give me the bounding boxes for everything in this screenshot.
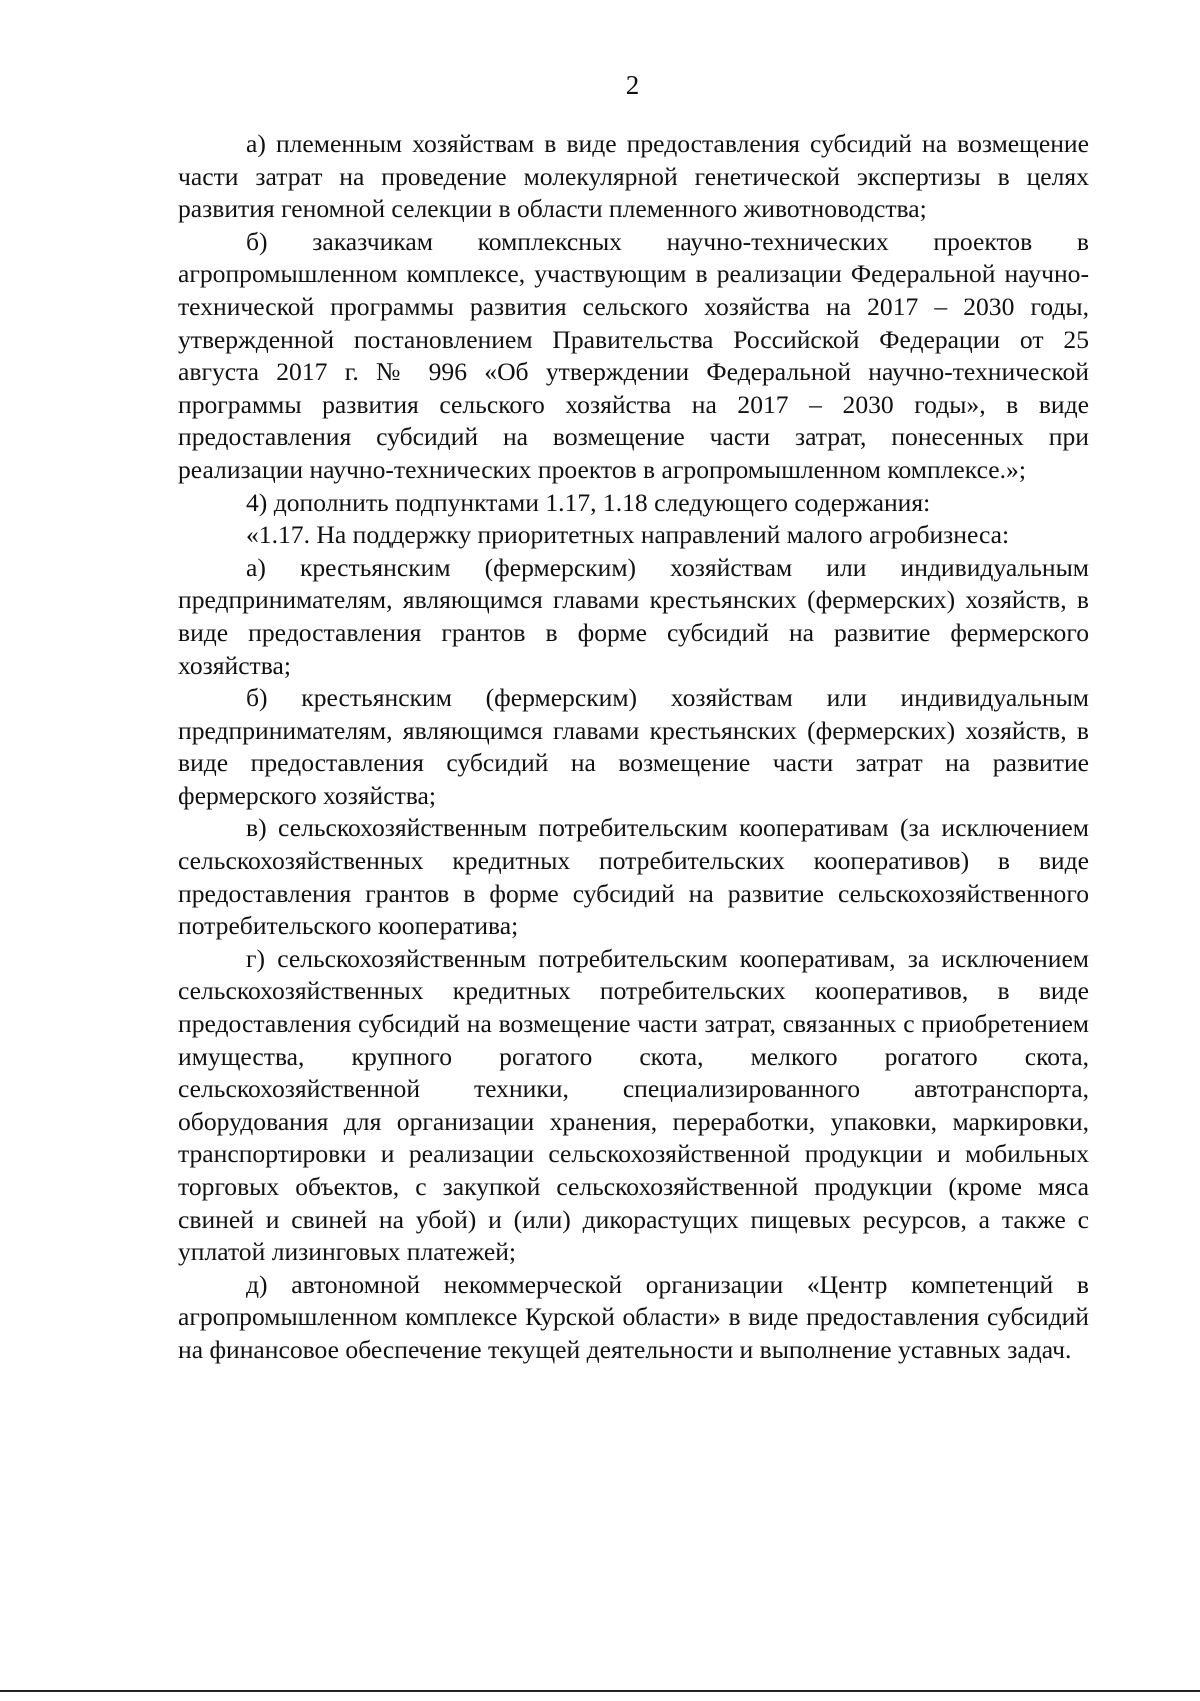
paragraph-1-17-a: а) крестьянским (фермерским) хозяйствам или индивидуальным предпринимателям, являющимся главами крестьянских (фермерских) хозяйств, в виде предоставления грантов в форме субсидий на развитие фермерского хозяйства; — [178, 552, 1089, 680]
paragraph-1-17-b: б) крестьянским (фермерским) хозяйствам или индивидуальным предпринимателям, являющимся главами крестьянских (фермерских) хозяйств, в виде предоставления субсидий на возмещение части затрат на развитие фермерского хозяйства; — [178, 683, 1089, 810]
paragraph-a-breeding-farms: а) племенным хозяйствам в виде предоставления субсидий на возмещение части затрат на проведение молекулярной генетической экспертизы в целях развития геномной селекции в области племенного животноводства; — [178, 129, 1089, 224]
document-body — [178, 128, 1089, 1367]
paragraph-item-4: 4) дополнить подпунктами 1.17, 1.18 следующего содержания: — [246, 487, 931, 517]
paragraph-1-17-g: г) сельскохозяйственным потребительским кооперативам, за исключением сельскохозяйственных кредитных потребительских кооперативов, в виде предоставления субсидий на возмещение части затрат, связанных с приобретением имущества, крупного рогатого скота, мелкого рогатого скота, сельскохозяйственной техники, специализированного автотранспорта, оборудования для организации хранения, переработки, упаковки, маркировки, транспортировки и реализации сельскохозяйственной продукции и мобильных торговых объектов, с закупкой сельскохозяйственной продукции (кроме мяса свиней и свиней на убой) и (или) дикорастущих пищевых ресурсов, а также с уплатой лизинговых платежей; — [178, 943, 1089, 1267]
page-number: 2 — [625, 70, 640, 100]
paragraph-b-project-customers: б) заказчикам комплексных научно-технических проектов в агропромышленном комплексе, участвующим в реализации Федеральной научно-технической программы развития сельского хозяйства на 2017 – 2030 годы, утвержденной постановлением Правительства Российской Федерации от 25 августа 2017 г. № 996 «Об утверждении Федеральной научно-технической программы развития сельского хозяйства на 2017 – 2030 годы», в виде предоставления субсидий на возмещение части затрат, понесенных при реализации научно-технических проектов в агропромышленном комплексе.»; — [178, 226, 1089, 484]
scan-bottom-edge — [0, 1690, 1200, 1692]
paragraph-1-17-d: д) автономной некоммерческой организации «Центр компетенций в агропромышленном комплексе Курской области» в виде предоставления субсидий на финансовое обеспечение текущей деятельности и выполнение уставных задач. — [178, 1269, 1089, 1364]
paragraph-1-17-heading: «1.17. На поддержку приоритетных направлений малого агробизнеса: — [246, 520, 1010, 550]
paragraph-1-17-v: в) сельскохозяйственным потребительским кооперативам (за исключением сельскохозяйственных кредитных потребительских кооперативов) в виде предоставления грантов в форме субсидий на развитие сельскохозяйственного потребительского кооператива; — [178, 813, 1089, 941]
